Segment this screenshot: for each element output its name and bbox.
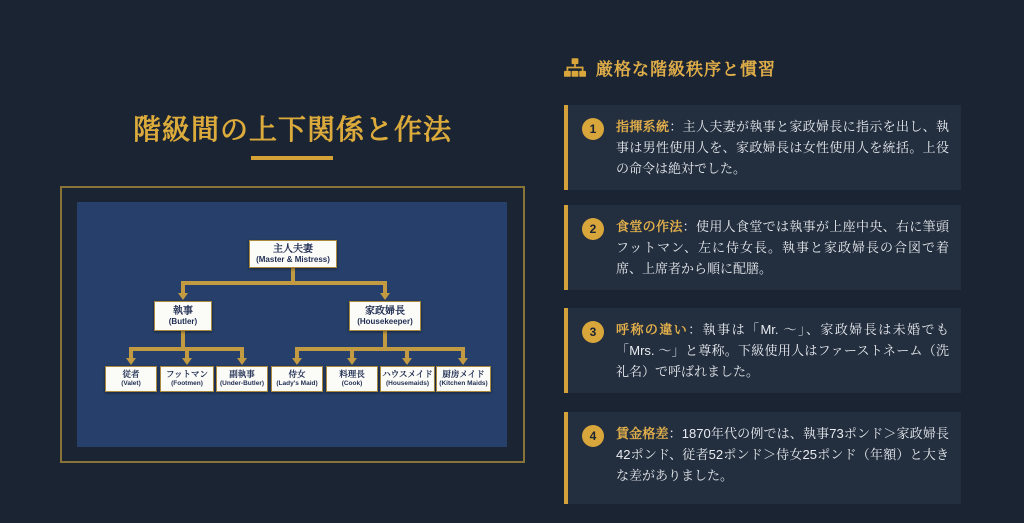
rule-term: 賃金格差 [616, 426, 669, 441]
org-node-label-jp: 家政婦長 [365, 305, 405, 317]
rule-text [616, 423, 949, 486]
right-panel-heading [564, 55, 964, 80]
org-node-label-en: (Valet) [121, 380, 141, 388]
org-node-label-jp: フットマン [166, 369, 208, 380]
sitemap-icon [564, 58, 586, 77]
org-chart-frame [60, 186, 525, 463]
org-node-label-en: (Kitchen Maids) [439, 380, 488, 388]
rule-body: ：執事は「Mr. ～」、家政婦長は未婚でも「Mrs. ～」と尊称。下級使用人はファーストネーム（洗礼名）で呼ばれました。 [616, 322, 949, 379]
rule-card-command-chain [564, 105, 961, 190]
org-chart-panel [77, 202, 507, 447]
number-badge: 3 [582, 321, 604, 343]
number-badge: 4 [582, 425, 604, 447]
rule-text [616, 116, 949, 179]
org-node-label-en: (Under-Butler) [219, 380, 265, 388]
org-node-kitchen-maids [436, 366, 491, 392]
org-node-housemaids [380, 366, 435, 392]
rule-card-wage-gap [564, 412, 961, 504]
org-node-under-butler [216, 366, 268, 392]
number-badge: 2 [582, 218, 604, 240]
org-node-label-en: (Cook) [341, 380, 363, 388]
org-node-label-en: (Master & Mistress) [256, 255, 330, 265]
number-badge: 1 [582, 118, 604, 140]
rule-term: 食堂の作法 [616, 219, 683, 234]
org-node-label-jp: 主人夫妻 [273, 243, 313, 255]
org-node-housekeeper [349, 301, 421, 331]
org-node-label-jp: 厨房メイド [442, 369, 485, 380]
org-node-label-en: (Butler) [168, 317, 198, 327]
org-node-label-jp: 侍女 [288, 369, 306, 380]
rule-term: 呼称の違い [616, 322, 689, 337]
org-node-cook [326, 366, 378, 392]
org-node-label-en: (Housemaids) [386, 380, 429, 388]
rule-text [616, 319, 949, 382]
right-panel-heading-label: 厳格な階級秩序と慣習 [596, 60, 776, 79]
rule-body: ：1870年代の例では、執事73ポンド＞家政婦長42ポンド、従者52ポンド＞侍女25ポンド（年額）と大きな差がありました。 [616, 426, 949, 483]
org-node-footmen [160, 366, 214, 392]
org-node-label-en: (Lady's Maid) [276, 380, 318, 388]
org-node-butler [154, 301, 212, 331]
title-underline [251, 156, 333, 160]
org-node-label-jp: 従者 [122, 369, 140, 380]
rule-body: ：主人夫妻が執事と家政婦長に指示を出し、執事は男性使用人を、家政婦長は女性使用人を統括。上役の命令は絶対でした。 [616, 119, 949, 176]
org-node-ladys-maid [271, 366, 323, 392]
org-node-label-en: (Housekeeper) [357, 317, 413, 327]
org-node-label-jp: 執事 [173, 305, 193, 317]
org-node-label-en: (Footmen) [171, 380, 203, 388]
rule-term: 指揮系統 [616, 119, 670, 134]
org-node-label-jp: 副執事 [229, 369, 255, 380]
org-chart-connectors [77, 202, 507, 447]
org-node-label-jp: 料理長 [339, 369, 365, 380]
org-node-master [249, 240, 337, 268]
rule-body: ：使用人食堂では執事が上座中央、右に筆頭フットマン、左に侍女長。執事と家政婦長の合図で着席、上席者から順に配膳。 [616, 219, 949, 276]
rule-text [616, 216, 949, 279]
org-node-valet [105, 366, 157, 392]
page-title: 階級間の上下関係と作法 [132, 115, 452, 146]
rule-card-dining-etiquette [564, 205, 961, 290]
org-node-label-jp: ハウスメイド [382, 369, 433, 380]
rule-card-naming-difference [564, 308, 961, 393]
